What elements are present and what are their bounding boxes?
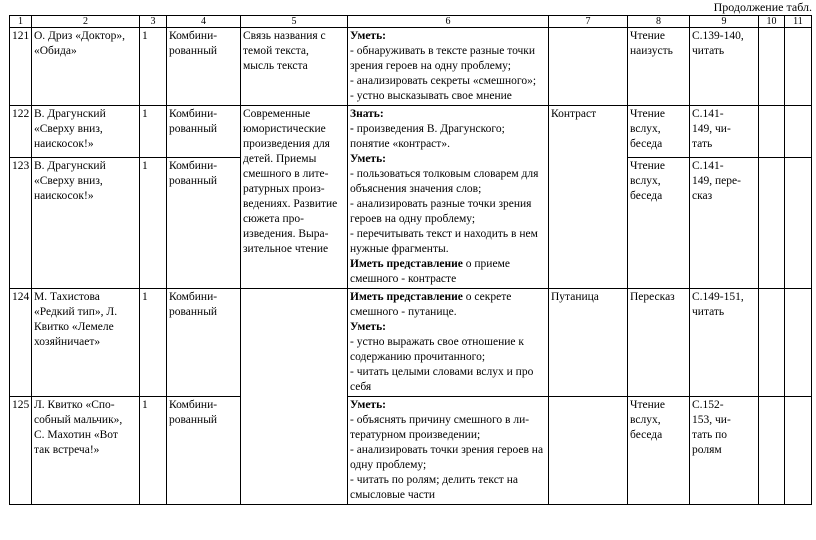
lesson-hours: 1 (140, 28, 167, 106)
table-row (10, 106, 812, 158)
lesson-topic: О. Дриз «Доктор», «Обида» (32, 28, 140, 106)
skill-heading: Знать: (350, 108, 384, 120)
lesson-topic: Л. Квитко «Спо- собный мальчик», С. Махотин «Вот так встреча!» (32, 397, 140, 505)
skill-line (350, 443, 546, 473)
skill-text: о приеме смешного - контрасте (350, 258, 510, 285)
empty-cell (785, 158, 812, 289)
lesson-number: 123 (10, 158, 32, 289)
lesson-topic: В. Драгунский «Сверху вниз, наискосок!» (32, 106, 140, 158)
lesson-homework: С.141- 149, чи- тать (690, 106, 759, 158)
lesson-type: Комбини- рованный (167, 106, 241, 158)
lesson-skills (348, 397, 549, 505)
column-number: 11 (785, 16, 812, 28)
skill-line (350, 257, 546, 287)
skill-line (350, 365, 546, 395)
lesson-skills (348, 106, 549, 289)
skill-heading: Уметь: (350, 30, 386, 42)
lesson-concept: Путаница (549, 289, 628, 397)
empty-cell (785, 106, 812, 158)
skill-line (350, 320, 546, 335)
column-number: 8 (628, 16, 690, 28)
lesson-homework: С.149-151, читать (690, 289, 759, 397)
lesson-type: Комбини- рованный (167, 289, 241, 397)
skill-line (350, 107, 546, 122)
skill-text: - анализировать разные точки зрения героев на одну проблему; (350, 198, 532, 225)
table-row (10, 289, 812, 397)
column-number: 6 (348, 16, 549, 28)
skill-line (350, 197, 546, 227)
empty-content-cell (241, 289, 348, 505)
lesson-activity: Чтение вслух, беседа (628, 106, 690, 158)
lesson-homework: С.141- 149, пере- сказ (690, 158, 759, 289)
column-number: 3 (140, 16, 167, 28)
skill-text: о секрете смешного - путанице. (350, 291, 512, 318)
column-number: 5 (241, 16, 348, 28)
column-number: 7 (549, 16, 628, 28)
skill-line (350, 413, 546, 443)
skill-heading: Иметь представление (350, 258, 463, 270)
empty-cell (785, 397, 812, 505)
skill-text: - анализировать точки зрения героев на одну проблему; (350, 444, 544, 471)
skill-line (350, 74, 546, 89)
lesson-content: Связь названия с темой текста, мысль текста (241, 28, 348, 106)
skill-text: - устно выражать свое отношение к содержанию прочитанного; (350, 336, 524, 363)
skill-text: - объяснять причину смешного в ли-тературном произведении; (350, 414, 530, 441)
column-number: 9 (690, 16, 759, 28)
lesson-concept: Контраст (549, 106, 628, 289)
skill-heading: Уметь: (350, 321, 386, 333)
column-number: 4 (167, 16, 241, 28)
lesson-number: 121 (10, 28, 32, 106)
lesson-type: Комбини- рованный (167, 397, 241, 505)
lesson-concept (549, 397, 628, 505)
empty-cell (759, 289, 785, 397)
skill-text: - анализировать секреты «смешного»; (350, 75, 537, 87)
column-number-row (10, 16, 812, 28)
skill-text: - читать по ролям; делить текст на смысловые части (350, 474, 518, 501)
skill-line (350, 167, 546, 197)
lesson-activity: Чтение вслух, беседа (628, 158, 690, 289)
lesson-content: Современные юмористические произведения для детей. Приемы смешного в лите- ратурных произ- ведениях. Развитие сюжета про- изведения. Выра- зительное чтение (241, 106, 348, 289)
skill-text: произведения В. Драгунского; понятие «контраст». (350, 123, 505, 150)
lesson-number: 122 (10, 106, 32, 158)
lesson-number: 124 (10, 289, 32, 397)
lesson-skills (348, 289, 549, 397)
empty-cell (759, 158, 785, 289)
empty-cell (759, 106, 785, 158)
skill-line (350, 227, 546, 257)
empty-cell (785, 28, 812, 106)
lesson-topic: М. Тахистова «Редкий тип», Л. Квитко «Лемеле хозяйничает» (32, 289, 140, 397)
empty-cell (759, 397, 785, 505)
skill-line (350, 473, 546, 503)
lesson-activity: Чтение вслух, беседа (628, 397, 690, 505)
table-continuation-caption: Продолжение табл. (713, 0, 812, 14)
skill-line (350, 152, 546, 167)
table-row (10, 28, 812, 106)
skill-heading: Уметь: (350, 399, 386, 411)
lesson-homework: С.152- 153, чи- тать по ролям (690, 397, 759, 505)
lesson-type: Комбини- рованный (167, 28, 241, 106)
lesson-hours: 1 (140, 397, 167, 505)
column-number: 2 (32, 16, 140, 28)
lesson-skills (348, 28, 549, 106)
empty-cell (759, 28, 785, 106)
skill-line (350, 335, 546, 365)
column-number: 10 (759, 16, 785, 28)
skill-heading: Иметь представление (350, 291, 463, 303)
skill-text: - устно высказывать свое мнение (350, 90, 512, 102)
lesson-activity: Пересказ (628, 289, 690, 397)
skill-heading: Уметь: (350, 153, 386, 165)
lesson-hours: 1 (140, 289, 167, 397)
table-row (10, 397, 812, 505)
skill-text: - перечитывать текст и находить в нем нужные фрагменты. (350, 228, 538, 255)
lesson-activity: Чтение наизусть (628, 28, 690, 106)
skill-line (350, 290, 546, 320)
skill-line (350, 122, 546, 152)
lesson-concept (549, 28, 628, 106)
lesson-plan-table (9, 15, 812, 505)
column-number: 1 (10, 16, 32, 28)
lesson-topic: В. Драгунский «Сверху вниз, наискосок!» (32, 158, 140, 289)
skill-text: - обнаруживать в тексте разные точки зрения героев на одну проблему; (350, 45, 536, 72)
skill-line (350, 398, 546, 413)
lesson-homework: С.139-140, читать (690, 28, 759, 106)
lesson-number: 125 (10, 397, 32, 505)
empty-cell (785, 289, 812, 397)
skill-text: - читать целыми словами вслух и про себя (350, 366, 534, 393)
lesson-type: Комбини- рованный (167, 158, 241, 289)
lesson-hours: 1 (140, 106, 167, 158)
skill-heading: - (350, 123, 354, 135)
skill-line (350, 44, 546, 74)
skill-line (350, 89, 546, 104)
skill-text: - пользоваться толковым словарем для объяснения значения слов; (350, 168, 539, 195)
lesson-hours: 1 (140, 158, 167, 289)
skill-line (350, 29, 546, 44)
